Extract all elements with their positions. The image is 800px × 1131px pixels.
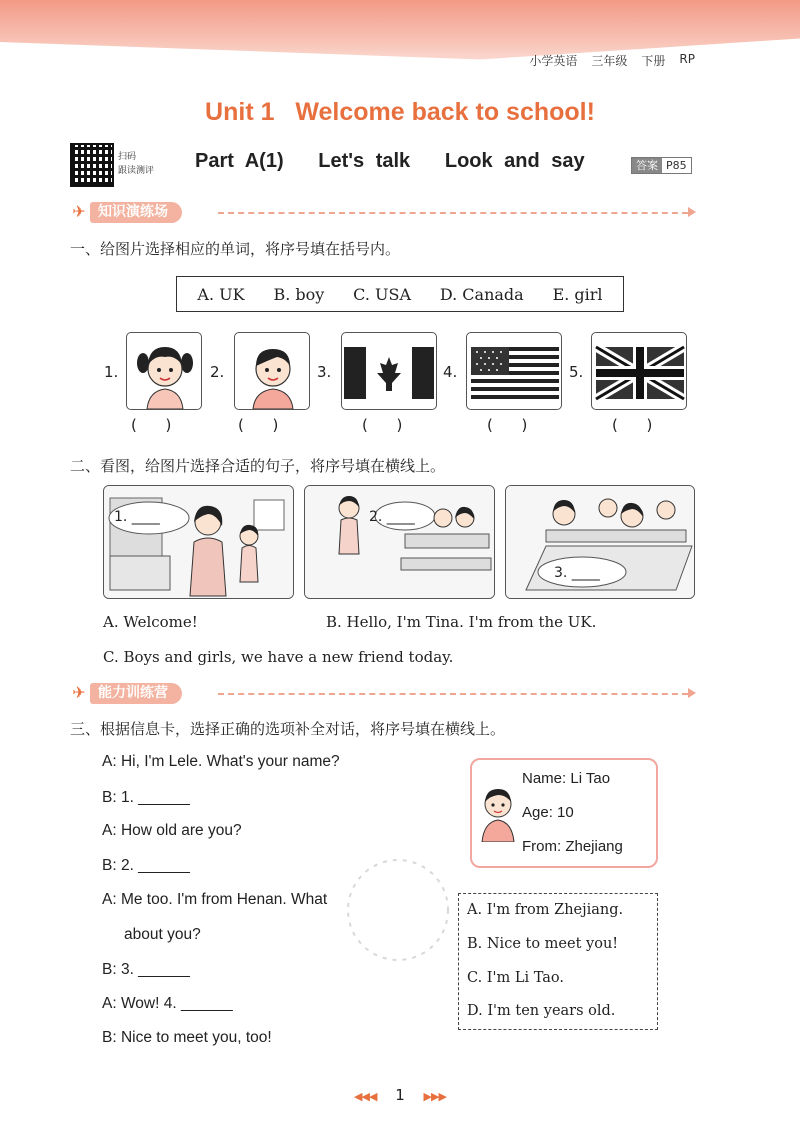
dialogue-line: B: Nice to meet you, too! <box>102 1029 272 1046</box>
word-option: C. USA <box>353 284 411 304</box>
word-option: D. Canada <box>439 284 524 304</box>
answer-tag <box>631 157 692 174</box>
word-option: B. boy <box>273 284 325 304</box>
dialogue-line[interactable]: B: 2. ______ <box>102 857 190 874</box>
answer-tag-label: 答案 <box>632 158 662 173</box>
uk-flag-icon <box>592 333 687 410</box>
boy-picture <box>234 332 310 410</box>
section3-heading: 三、根据信息卡，选择正确的选项补全对话，将序号填在横线上。 <box>70 720 506 738</box>
item-number: 4. <box>443 363 458 381</box>
page-number: 1 <box>395 1086 405 1104</box>
info-card <box>470 758 658 868</box>
girl-picture <box>126 332 202 410</box>
banner-practice-label: 知识演练场 <box>90 202 182 223</box>
choice-option: B. Nice to meet you! <box>467 936 619 952</box>
header-edition: RP <box>679 52 695 66</box>
page-footer <box>0 1086 800 1104</box>
girl-introduces-icon <box>305 486 495 599</box>
uk-flag-picture <box>591 332 687 410</box>
canada-flag-icon <box>342 333 437 410</box>
classroom-teacher-icon <box>104 486 294 599</box>
card-from: From: Zhejiang <box>522 838 623 855</box>
arrow-right-icon <box>688 207 696 217</box>
scene-1 <box>103 485 294 599</box>
word-option: E. girl <box>552 284 603 304</box>
boy-avatar-icon <box>478 786 518 842</box>
usa-flag-icon <box>467 333 562 410</box>
arrow-right-icon <box>688 688 696 698</box>
header-term: 下册 <box>641 54 666 68</box>
banner-divider <box>218 693 688 695</box>
sentence-option-b: B. Hello, I'm Tina. I'm from the UK. <box>326 613 597 631</box>
boy-icon <box>235 333 310 410</box>
qr-label-line1: 扫码 <box>118 152 137 162</box>
answer-paren[interactable]: ( ) <box>487 416 528 434</box>
choice-option: D. I'm ten years old. <box>467 1003 616 1019</box>
runner-icon: ✈ <box>72 202 86 221</box>
card-name: Name: Li Tao <box>522 770 611 787</box>
banner-practice <box>68 201 182 223</box>
answer-paren[interactable]: ( ) <box>131 416 172 434</box>
sentence-option-a: A. Welcome! <box>103 613 198 631</box>
runner-icon: ✈ <box>72 683 86 702</box>
word-option: A. UK <box>197 284 245 304</box>
choice-option: C. I'm Li Tao. <box>467 970 565 986</box>
dialogue-line: A: How old are you? <box>102 822 242 839</box>
dialogue-line[interactable]: B: 3. ______ <box>102 961 190 978</box>
unit-title: Unit 1 Welcome back to school! <box>205 98 595 126</box>
header-meta <box>529 52 695 69</box>
item-number: 2. <box>210 363 225 381</box>
banner-divider <box>218 212 688 214</box>
banner-ability-label: 能力训练营 <box>90 683 182 704</box>
watermark-stamp <box>338 850 458 970</box>
answer-paren[interactable]: ( ) <box>612 416 653 434</box>
header-subject: 小学英语 <box>529 54 578 68</box>
qr-label-line2: 跟读测评 <box>118 166 155 176</box>
word-bank <box>176 276 624 312</box>
dialogue-line[interactable]: B: 1. ______ <box>102 789 190 806</box>
blank-3[interactable]: 3. ____ <box>554 565 600 581</box>
dialogue-line: A: Hi, I'm Lele. What's your name? <box>102 753 340 770</box>
choice-box <box>458 893 658 1030</box>
qr-code-icon[interactable] <box>70 143 114 187</box>
answer-paren[interactable]: ( ) <box>238 416 279 434</box>
qr-label <box>118 150 154 178</box>
dialogue-line: about you? <box>124 926 201 943</box>
dialogue-line: A: Me too. I'm from Henan. What <box>102 891 328 908</box>
item-number: 5. <box>569 363 584 381</box>
girl-icon <box>127 333 202 410</box>
card-age: Age: 10 <box>522 804 574 821</box>
item-number: 1. <box>104 363 119 381</box>
part-title: Part A(1) Let's talk Look and say <box>195 150 585 172</box>
scene-3 <box>505 485 695 599</box>
dialogue-line[interactable]: A: Wow! 4. ______ <box>102 995 233 1012</box>
usa-flag-picture <box>466 332 562 410</box>
sentence-option-c: C. Boys and girls, we have a new friend today. <box>103 648 454 666</box>
section1-heading: 一、给图片选择相应的单词，将序号填在括号内。 <box>70 240 401 258</box>
students-wave-icon <box>506 486 695 599</box>
blank-2[interactable]: 2. ____ <box>369 509 415 525</box>
blank-1[interactable]: 1. ____ <box>114 509 160 525</box>
choice-option: A. I'm from Zhejiang. <box>467 902 624 918</box>
header-grade: 三年级 <box>591 54 628 68</box>
item-number: 3. <box>317 363 332 381</box>
section2-heading: 二、看图，给图片选择合适的句子，将序号填在横线上。 <box>70 457 446 475</box>
answer-tag-page: P85 <box>666 159 687 172</box>
banner-ability <box>68 682 182 704</box>
next-page-icon[interactable]: ▶▶▶ <box>423 1090 446 1103</box>
answer-paren[interactable]: ( ) <box>362 416 403 434</box>
prev-page-icon[interactable]: ◀◀◀ <box>354 1090 377 1103</box>
canada-flag-picture <box>341 332 437 410</box>
scene-2 <box>304 485 495 599</box>
